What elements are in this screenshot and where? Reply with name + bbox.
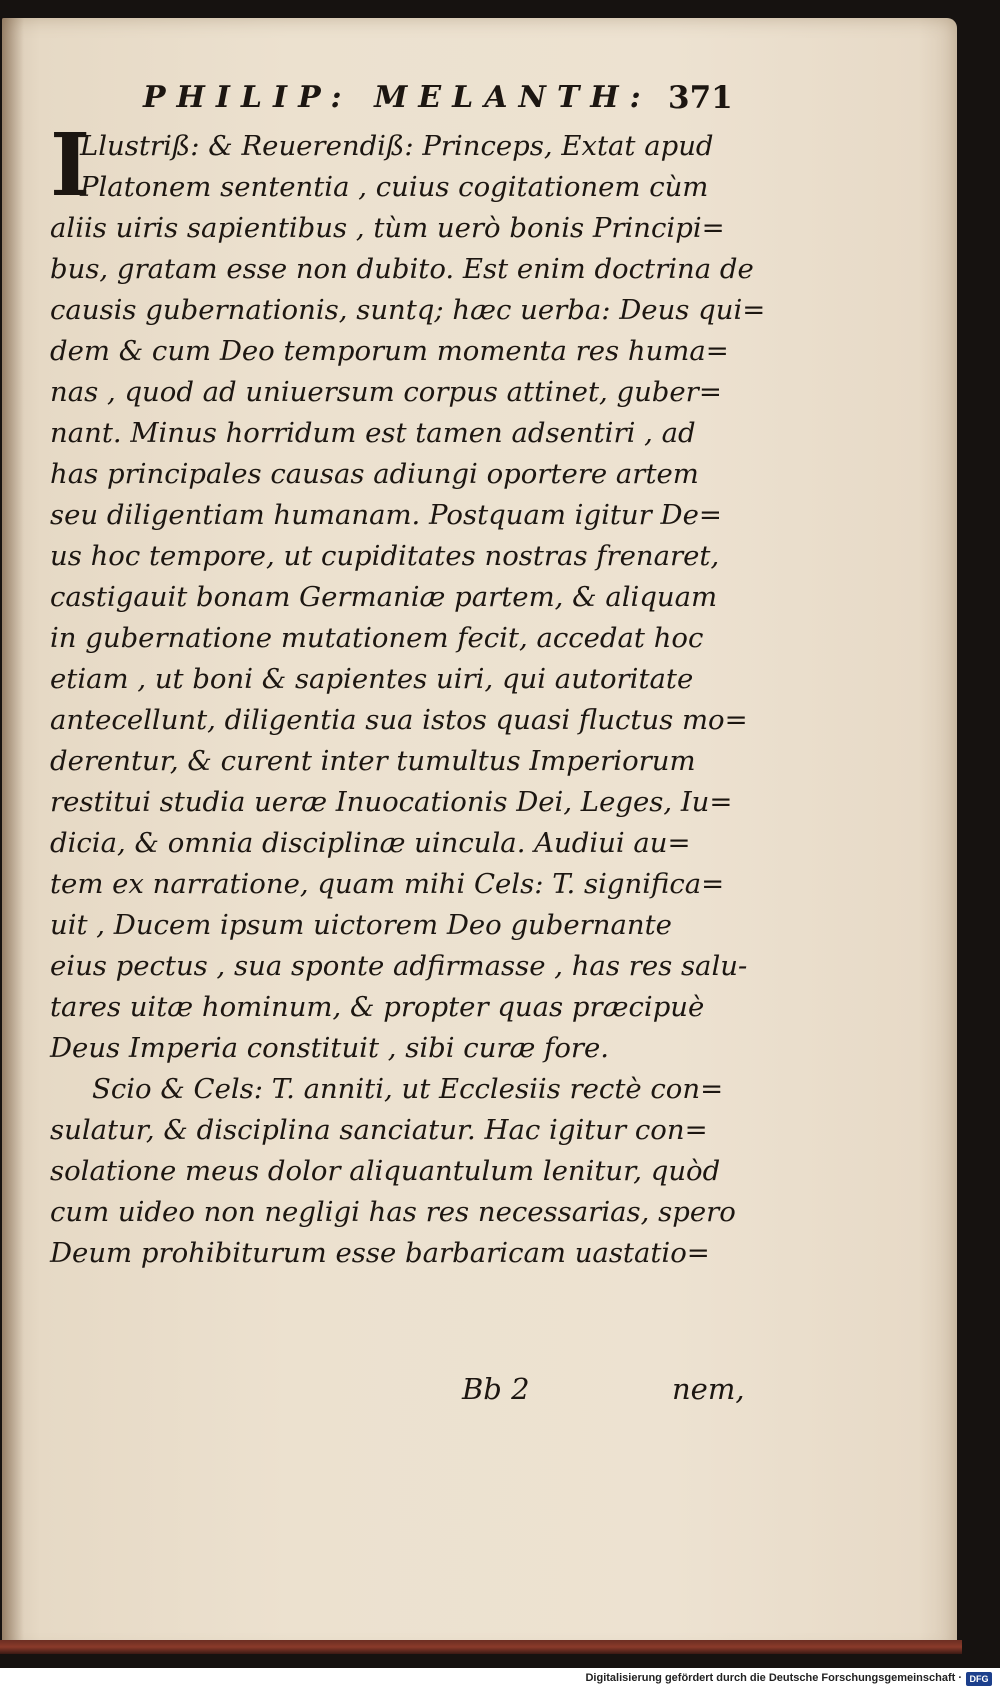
text-line: dicia, & omnia disciplinæ uincula. Audiui au= [50,827,691,859]
text-line: tem ex narratione, quam mihi Cels: T. significa= [50,868,725,900]
text-line: eius pectus , sua sponte adfirmasse , has res salu- [50,950,748,982]
text-line: aliis uiris sapientibus , tùm uerò bonis Principi= [50,212,725,244]
signature-line [0,1372,1000,1416]
text-line: Deum prohibiturum esse barbaricam uastatio= [50,1237,710,1269]
text-line: us hoc tempore, ut cupiditates nostras frenaret, [50,540,720,572]
footer-credit: Digitalisierung gefördert durch die Deutsche Forschungsgemeinschaft · [585,1672,962,1684]
page-number: 371 [668,80,733,116]
text-line: bus, gratam esse non dubito. Est enim doctrina de [50,253,754,285]
text-line: causis gubernationis, suntq; hæc uerba: Deus qui= [50,294,766,326]
running-head [0,80,1000,120]
text-line: in gubernatione mutationem fecit, accedat hoc [50,622,704,654]
catchword: nem, [672,1372,745,1406]
initial-letter: I [50,115,91,216]
text-line: solatione meus dolor aliquantulum lenitur, quòd [50,1155,721,1187]
running-title: PHILIP: MELANTH: [143,80,652,115]
signature-mark: Bb 2 [462,1372,530,1406]
text-line: antecellunt, diligentia sua istos quasi fluctus mo= [50,704,748,736]
text-line: dem & cum Deo temporum momenta res huma= [50,335,729,367]
text-line: Deus Imperia constituit , sibi curæ fore. [50,1032,610,1064]
text-line: seu diligentiam humanam. Postquam igitur De= [50,499,722,531]
text-line: castigauit bonam Germaniæ partem, & aliquam [50,581,718,613]
text-line: nas , quod ad uniuersum corpus attinet, guber= [50,376,722,408]
page-bottom-edge [0,1640,962,1654]
footer-bar [0,1668,1000,1692]
text-line: sulatur, & disciplina sanciatur. Hac igitur con= [50,1114,708,1146]
text-line: Llustriß: & Reuerendiß: Princeps, Extat apud [80,130,714,162]
text-line: cum uideo non negligi has res necessarias, spero [50,1196,736,1228]
text-line: has principales causas adiungi oportere artem [50,458,699,490]
text-line: tares uitæ hominum, & propter quas præcipuè [50,991,705,1023]
text-line: Scio & Cels: T. anniti, ut Ecclesiis rectè con= [92,1073,724,1105]
text-line: nant. Minus horridum est tamen adsentiri , ad [50,417,696,449]
text-line: restitui studia ueræ Inuocationis Dei, Leges, Iu= [50,786,733,818]
dfg-logo-icon: DFG [966,1672,992,1686]
text-line: etiam , ut boni & sapientes uiri, qui autoritate [50,663,694,695]
text-line: uit , Ducem ipsum uictorem Deo gubernante [50,909,672,941]
text-line: derentur, & curent inter tumultus Imperiorum [50,745,696,777]
text-line: Platonem sententia , cuius cogitationem cùm [80,171,709,203]
